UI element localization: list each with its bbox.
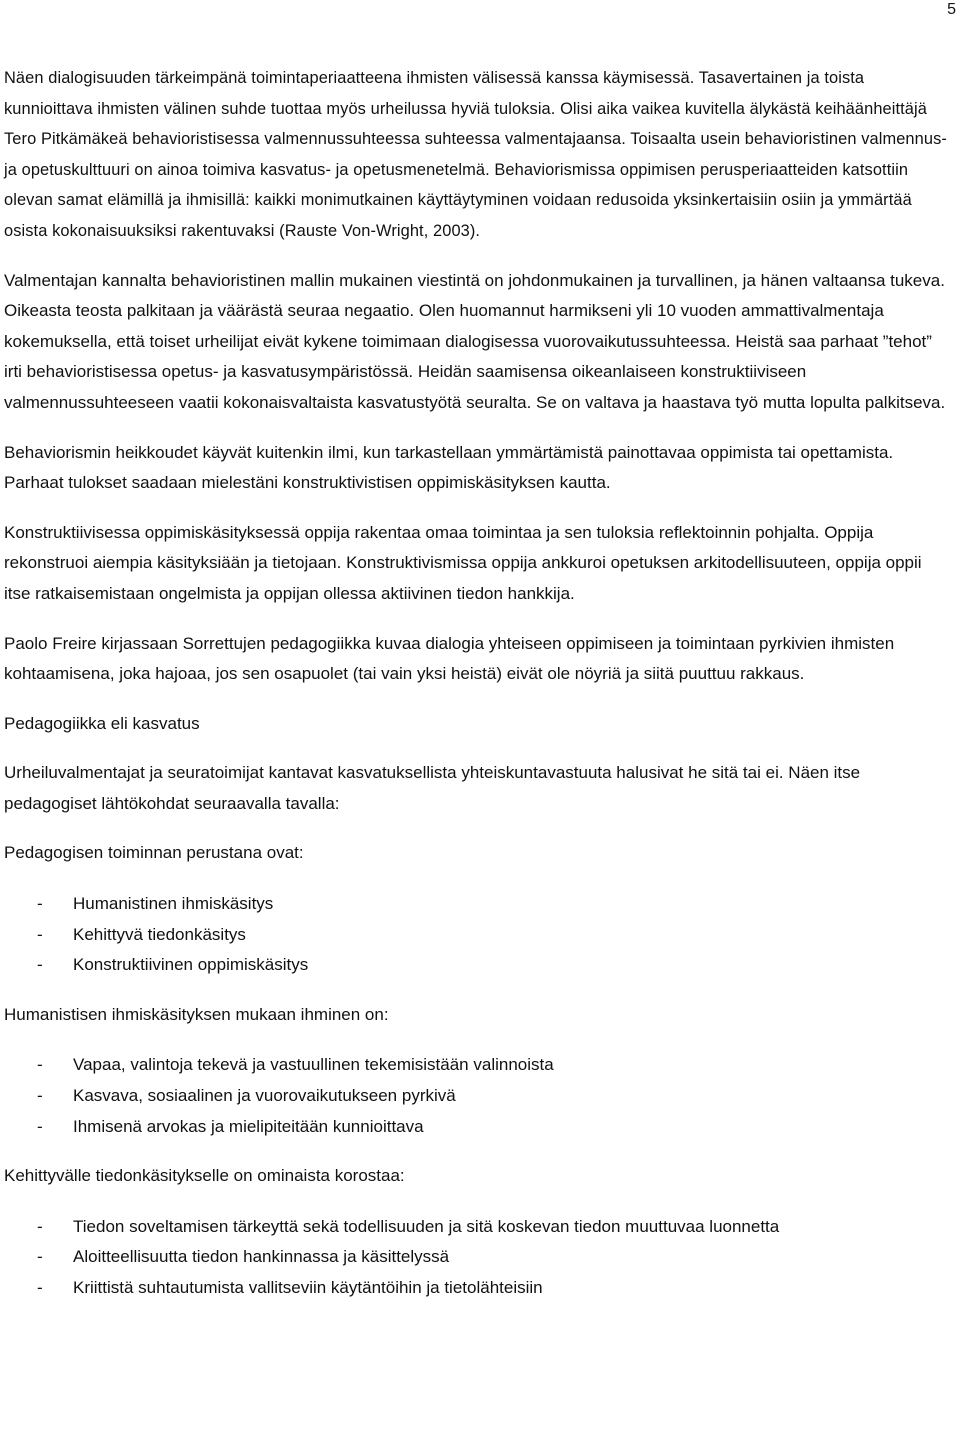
paragraph-freire: Paolo Freire kirjassaan Sorrettujen pedagogiikka kuvaa dialogia yhteiseen oppimiseen ja toimintaan pyrkivien ihmisten kohtaamisena, joka hajoaa, jos sen osapuolet (tai vain yksi heistä) eivät ole nöyriä ja siitä puuttuu rakkaus. [4, 633, 895, 684]
section-heading-pedagogy: Pedagogiikka eli kasvatus [4, 713, 200, 733]
list-item: - Kehittyvä tiedonkäsitys [37, 924, 246, 944]
paragraph-humanistic-intro: Humanistisen ihmiskäsityksen mukaan ihminen on: [4, 1004, 389, 1024]
list-item: - Humanistinen ihmiskäsitys [37, 894, 274, 914]
paragraph-dialogue-behaviorism: Näen dialogisuuden tärkeimpänä toimintaperiaatteena ihmisten välisessä kanssa käymisessä. Tasavertainen ja toista kunnioittava ihmisten välinen suhde tuottaa myös urheilussa hyviä tuloksia. Olisi aika vaikea kuvitella älykästä keihäänheittäjä Tero Pitkämäkeä behavioristisessa valmennussuhteessa suhteessa valmentajaansa. Toisaalta usein behavioristinen valmennus- ja opetuskulttuuri on ainoa toimiva kasvatus- ja opetusmenetelmä. Behaviorismissa oppimisen perusperiaatteiden katsottiin olevan samat elämillä ja ihmisillä: kaikki monimutkainen käyttäytyminen voidaan redusoida yksinkertaisiin osiin ja ymmärtää osista kokonaisuuksiksi rakentuvaksi (Rauste Von-Wright, 2003). [4, 69, 947, 240]
list-item: - Tiedon soveltamisen tärkeyttä sekä todellisuuden ja sitä koskevan tiedon muuttuvaa luonnetta [37, 1216, 780, 1236]
list-knowledge [4, 1212, 952, 1304]
list-item: - Konstruktiivinen oppimiskäsitys [37, 955, 309, 975]
list-foundations [4, 889, 952, 981]
list-humanistic [4, 1050, 952, 1142]
list-item: - Ihmisenä arvokas ja mielipiteitään kunnioittava [37, 1116, 424, 1136]
list-item: - Vapaa, valintoja tekevä ja vastuullinen tekemisistään valinnoista [37, 1055, 554, 1075]
page-number: 5 [947, 1, 956, 18]
list-item: - Kriittistä suhtautumista vallitseviin käytäntöihin ja tietolähteisiin [37, 1278, 543, 1297]
paragraph-coach-perspective: Valmentajan kannalta behavioristinen mallin mukainen viestintä on johdonmukainen ja turvallinen, ja hänen valtaansa tukeva. Oikeasta teosta palkitaan ja väärästä seuraa negaatio. Olen huomannut harmikseni yli 10 vuoden ammattivalmentaja kokemuksella, että toiset urheilijat eivät kykene toimimaan dialogisessa vuorovaikutussuhteessa. Heistä saa parhaat ”tehot” irti behavioristisessa opetus- ja kasvatusympäristössä. Heidän saamisensa oikeanlaiseen konstruktiiviseen valmennussuhteeseen vaatii kokonaisvaltaista kasvatustyötä seuralta. Se on valtava ja haastava työ mutta lopulta palkitseva. [4, 270, 946, 412]
paragraph-knowledge-intro: Kehittyvälle tiedonkäsitykselle on ominaista korostaa: [4, 1166, 405, 1186]
paragraph-behaviorism-weakness: Behaviorismin heikkoudet käyvät kuitenkin ilmi, kun tarkastellaan ymmärtämistä painottavaa oppimista tai opettamista. Parhaat tulokset saadaan mielestäni konstruktivistisen oppimiskäsityksen kautta. [4, 442, 894, 493]
list-item: - Aloitteellisuutta tiedon hankinnassa ja käsittelyssä [37, 1247, 450, 1267]
list-item: - Kasvava, sosiaalinen ja vuorovaikutukseen pyrkivä [37, 1086, 456, 1106]
paragraph-constructivism: Konstruktiivisessa oppimiskäsityksessä oppija rakentaa omaa toimintaa ja sen tuloksia reflektoinnin pohjalta. Oppija rekonstruoi aiempia käsityksiään ja tietojaan. Konstruktivismissa oppija ankkuroi opetuksen arkitodellisuuteen, oppija oppii itse ratkaisemistaan ongelmista ja oppijan ollessa aktiivinen tiedon hankkija. [4, 522, 922, 603]
paragraph-social-responsibility: Urheiluvalmentajat ja seuratoimijat kantavat kasvatuksellista yhteiskuntavastuuta halusivat he sitä tai ei. Näen itse pedagogiset lähtökohdat seuraavalla tavalla: [4, 763, 861, 813]
document-body [4, 63, 952, 1304]
paragraph-foundations-intro: Pedagogisen toiminnan perustana ovat: [4, 843, 304, 863]
